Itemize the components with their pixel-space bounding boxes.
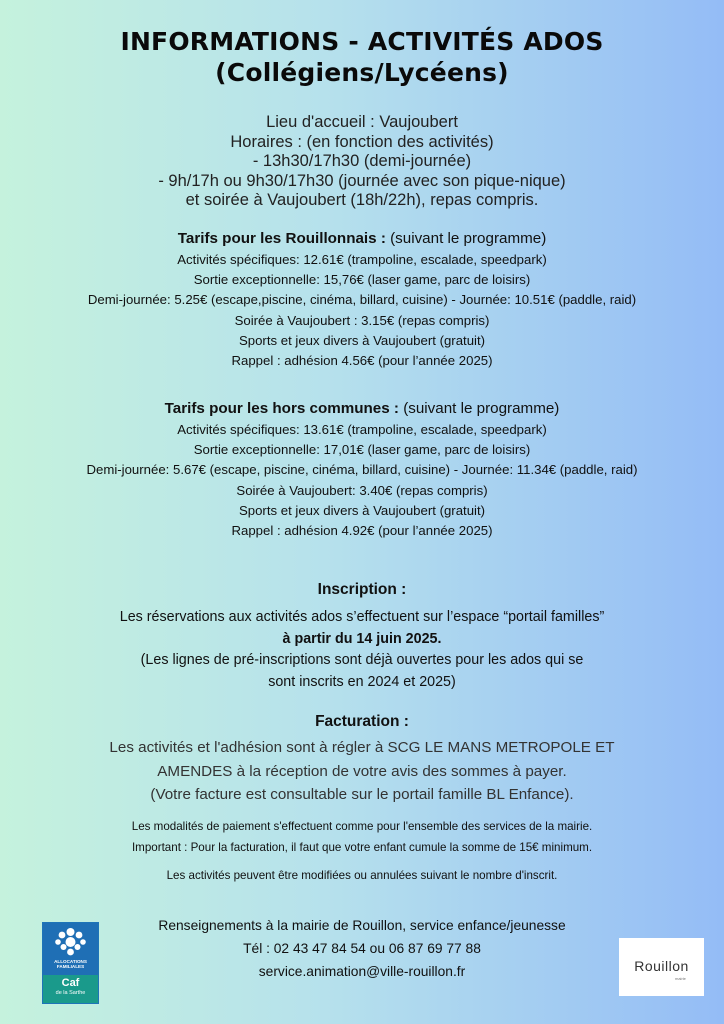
billing-section: [0, 711, 724, 807]
rates-heading-bold: Tarifs pour les hors communes :: [164, 400, 399, 417]
billing-line: Les activités et l'adhésion sont à régler à SCG LE MANS METROPOLE ET: [109, 739, 615, 756]
welcome-info: [0, 113, 724, 211]
contact-email[interactable]: service.animation@ville-rouillon.fr: [258, 964, 466, 979]
registration-section: [0, 579, 724, 693]
billing-text: [0, 736, 724, 807]
caf-alloc-line: ALLOCATIONS: [54, 959, 87, 964]
caf-brand: Caf: [61, 977, 80, 989]
outside-rates-heading: [0, 398, 724, 420]
rate-line: Demi-journée: 5.25€ (escape,piscine, cinéma, billard, cuisine) - Journée: 10.51€ (paddle, raid): [87, 292, 637, 308]
rouillon-logo: [619, 938, 704, 996]
contact-block: [0, 914, 724, 983]
billing-note: Les modalités de paiement s'effectuent comme pour l'ensemble des services de la mairie.: [131, 820, 593, 833]
billing-line: AMENDES à la réception de votre avis des sommes à payer.: [157, 762, 567, 780]
rate-line: Rappel : adhésion 4.56€ (pour l’année 2025): [231, 353, 493, 369]
contact-phone[interactable]: Tél : 02 43 47 84 54 ou 06 87 69 77 88: [243, 941, 481, 956]
rate-line: Sports et jeux divers à Vaujoubert (gratuit): [238, 332, 486, 348]
rate-line: Activités spécifiques: 13.61€ (trampoline, escalade, speedpark): [177, 422, 547, 437]
rate-line: Soirée à Vaujoubert : 3.15€ (repas compris): [234, 312, 490, 328]
billing-line: (Votre facture est consultable sur le portail famille BL Enfance).: [150, 786, 574, 803]
rouillon-logo-name: Rouillon: [634, 958, 689, 974]
welcome-line: - 9h/17h ou 9h30/17h30 (journée avec son pique-nique): [158, 171, 566, 190]
rate-line: Soirée à Vaujoubert: 3.40€ (repas compris): [236, 482, 488, 498]
rate-line: Rappel : adhésion 4.92€ (pour l’année 2025): [231, 523, 493, 539]
page-subtitle: (Collégiens/Lycéens): [215, 58, 509, 87]
welcome-line: Lieu d'accueil : Vaujoubert: [266, 113, 458, 131]
billing-notes: [0, 817, 724, 858]
billing-title: Facturation :: [315, 713, 409, 730]
caf-dept: de la Sarthe: [55, 990, 86, 996]
rate-line: Sortie exceptionnelle: 17,01€ (laser game, parc de loisirs): [193, 442, 531, 458]
family-icon: [54, 926, 87, 958]
rate-line: Sortie exceptionnelle: 15,76€ (laser game, parc de loisirs): [193, 272, 531, 288]
rates-heading-rest: (suivant le programme): [398, 400, 560, 417]
welcome-line: Horaires : (en fonction des activités): [230, 132, 494, 151]
outside-rates: [0, 398, 724, 541]
rates-heading-rest: (suivant le programme): [385, 230, 547, 247]
disclaimer-text: Les activités peuvent être modifiées ou annulées suivant le nombre d'inscrit.: [166, 869, 558, 882]
registration-line: sont inscrits en 2024 et 2025): [268, 673, 456, 690]
billing-note: Important : Pour la facturation, il faut que votre enfant cumule la somme de 15€ minimum.: [131, 840, 593, 854]
rouillon-rates: [0, 228, 724, 371]
rouillon-rates-heading: [0, 228, 724, 250]
registration-line: (Les lignes de pré-inscriptions sont déjà ouvertes pour les ados qui se: [140, 652, 584, 668]
contact-line: Renseignements à la mairie de Rouillon, service enfance/jeunesse: [158, 918, 566, 933]
caf-logo: [42, 922, 99, 1004]
page-title: INFORMATIONS - ACTIVITÉS ADOS: [120, 27, 604, 56]
rate-line: Activités spécifiques: 12.61€ (trampoline, escalade, speedpark): [177, 252, 547, 267]
caf-alloc-text: [43, 959, 98, 969]
disclaimer: [0, 866, 724, 887]
rate-line: Sports et jeux divers à Vaujoubert (gratuit): [238, 502, 486, 518]
registration-date: [0, 629, 724, 651]
registration-title: Inscription :: [317, 581, 407, 598]
title-block: [0, 26, 724, 88]
welcome-line: et soirée à Vaujoubert (18h/22h), repas compris.: [185, 191, 539, 209]
rates-heading-bold: Tarifs pour les Rouillonnais :: [177, 230, 386, 247]
caf-alloc-line: FAMILIALES: [56, 964, 85, 969]
registration-text: [0, 607, 724, 693]
registration-line: Les réservations aux activités ados s’effectuent sur l’espace “portail familles”: [119, 609, 605, 625]
rouillon-logo-sub: mairie: [675, 976, 686, 981]
registration-date-bold: à partir du 14 juin 2025.: [282, 630, 442, 647]
welcome-line: - 13h30/17h30 (demi-journée): [252, 152, 472, 170]
rate-line: Demi-journée: 5.67€ (escape, piscine, cinéma, billard, cuisine) - Journée: 11.34€ (paddle, raid): [86, 462, 638, 478]
